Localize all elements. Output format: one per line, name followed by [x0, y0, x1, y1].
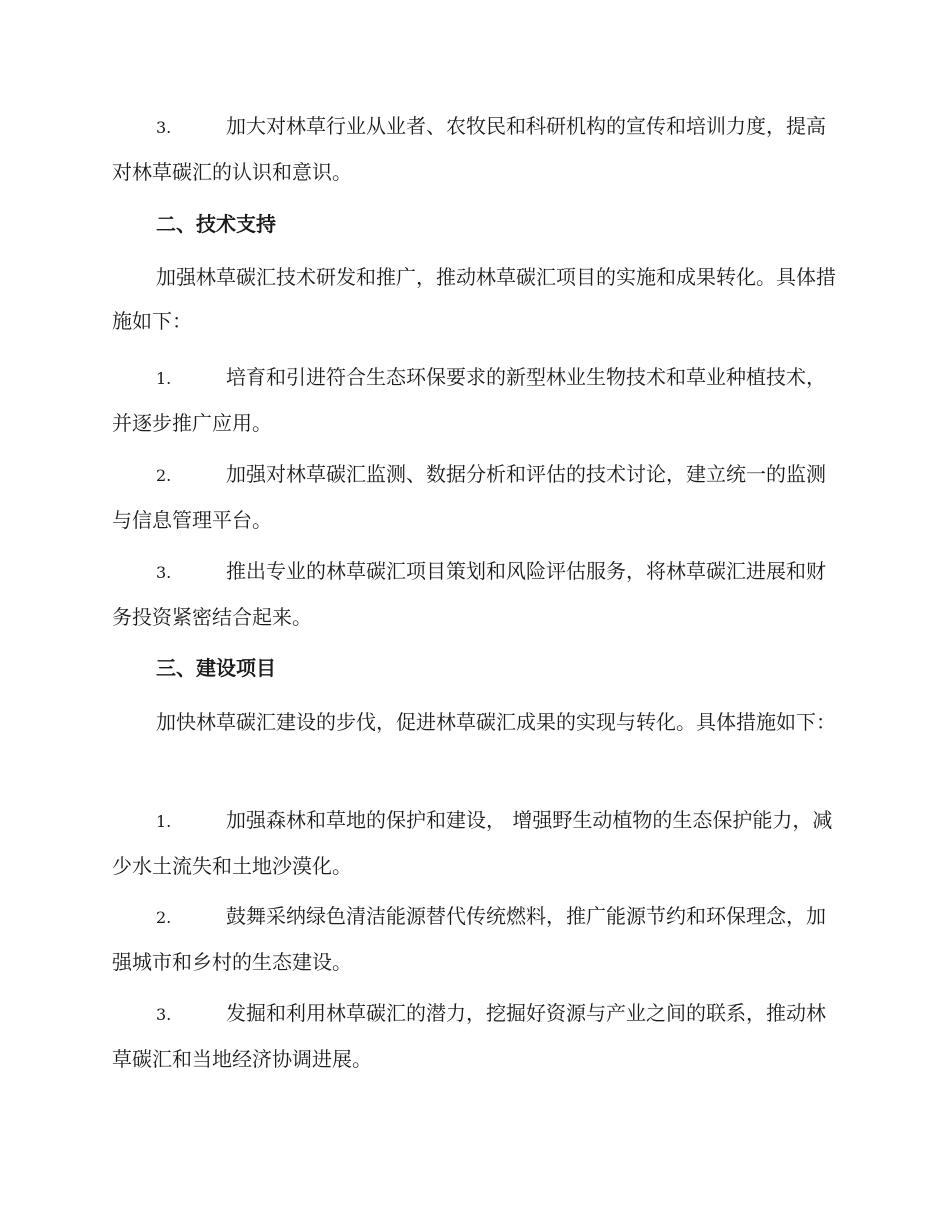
list-number: 3. [156, 563, 172, 582]
list-text: 推出专业的林草碳汇项目策划和风险评估服务，将林草碳汇进展和财务投资紧密结合起来。 [112, 559, 826, 629]
list-number: 1. [156, 812, 172, 831]
list-number: 2. [156, 908, 172, 927]
list-item [112, 798, 836, 888]
paragraph: 加强林草碳汇技术研发和推广，推动林草碳汇项目的实施和成果转化。具体措施如下： [112, 265, 836, 333]
list-item [112, 991, 836, 1081]
list-item [112, 452, 836, 542]
section-heading: 二、技术支持 [156, 212, 276, 236]
list-text: 加大对林草行业从业者、农牧民和科研机构的宣传和培训力度，提高对林草碳汇的认识和意识。 [112, 114, 826, 184]
list-text: 加强森林和草地的保护和建设， 增强野生动植物的生态保护能力，减少水土流失和土地沙漠化。 [112, 808, 833, 878]
list-item [112, 894, 836, 984]
list-text: 加强对林草碳汇监测、数据分析和评估的技术讨论，建立统一的监测与信息管理平台。 [112, 462, 826, 532]
list-item [112, 549, 836, 639]
list-text: 培育和引进符合生态环保要求的新型林业生物技术和草业种植技术，并逐步推广应用。 [112, 365, 826, 435]
list-text: 鼓舞采纳绿色清洁能源替代传统燃料，推广能源节约和环保理念，加强城市和乡村的生态建设。 [112, 904, 826, 974]
paragraph: 加快林草碳汇建设的步伐，促进林草碳汇成果的实现与转化。具体措施如下： [156, 710, 836, 734]
list-number: 3. [156, 118, 172, 137]
list-number: 3. [156, 1005, 172, 1024]
list-number: 1. [156, 369, 172, 388]
list-text: 发掘和利用林草碳汇的潜力，挖掘好资源与产业之间的联系，推动林草碳汇和当地经济协调进展。 [112, 1001, 826, 1071]
list-item [112, 355, 836, 445]
list-number: 2. [156, 466, 172, 485]
section-heading: 三、建设项目 [156, 656, 276, 680]
list-item [112, 104, 836, 194]
